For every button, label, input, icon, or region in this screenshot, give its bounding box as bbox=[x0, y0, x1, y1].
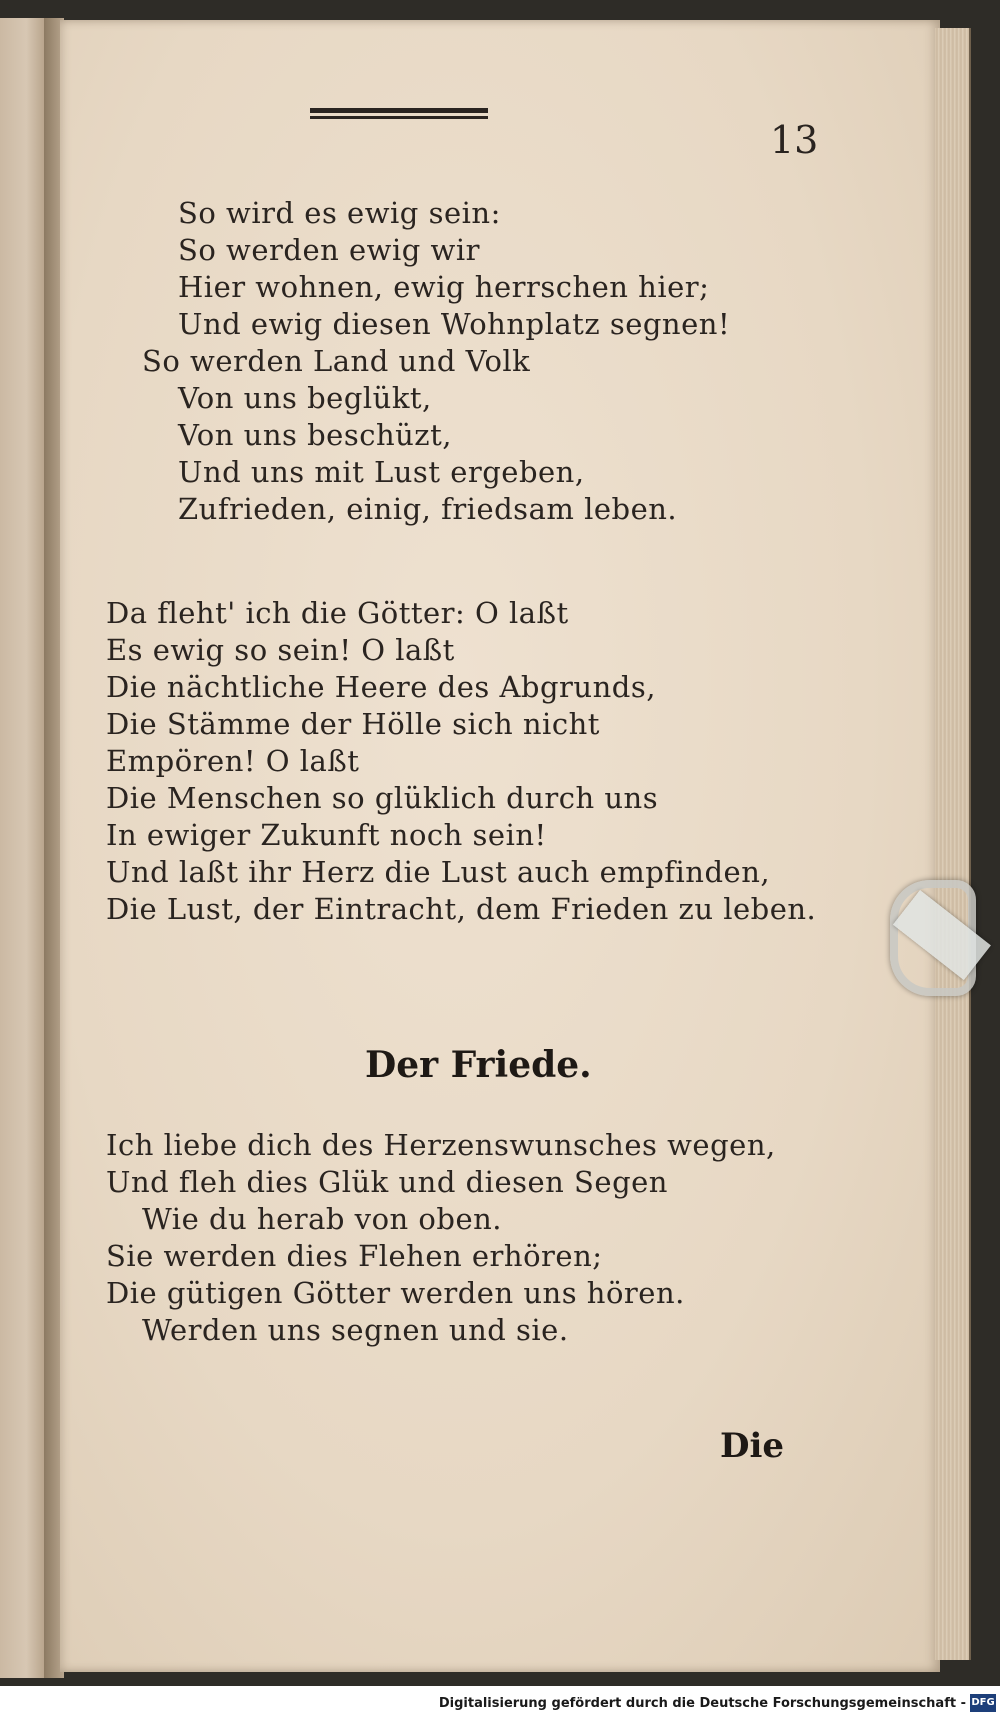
footer-bar bbox=[0, 1686, 1000, 1724]
verse-line: Von uns beschüzt, bbox=[178, 418, 452, 452]
verse-line: Von uns beglükt, bbox=[178, 381, 432, 415]
header-rule-thick bbox=[310, 108, 488, 113]
verse-line: Die Stämme der Hölle sich nicht bbox=[106, 707, 600, 741]
page-number: 13 bbox=[770, 118, 819, 162]
poem-title: Der Friede. bbox=[365, 1044, 592, 1086]
verse-line: Und ewig diesen Wohnplatz segnen! bbox=[178, 307, 731, 341]
verse-line: Da fleht' ich die Götter: O laßt bbox=[106, 596, 569, 630]
dfg-logo: DFG bbox=[970, 1694, 996, 1712]
verse-line: Die Menschen so glüklich durch uns bbox=[106, 781, 659, 815]
verse-line: Und fleh dies Glük und diesen Segen bbox=[106, 1165, 668, 1199]
paper-clip bbox=[890, 880, 1000, 1040]
page-edges bbox=[935, 28, 971, 1660]
verse-line: Wie du herab von oben. bbox=[142, 1202, 503, 1236]
funding-notice: Digitalisierung gefördert durch die Deutsche Forschungsgemeinschaft - bbox=[438, 1696, 966, 1711]
verse-line: So wird es ewig sein: bbox=[178, 196, 501, 230]
verse-line: Die nächtliche Heere des Abgrunds, bbox=[106, 670, 656, 704]
header-rule-thin bbox=[310, 116, 488, 119]
verse-line: Sie werden dies Flehen erhören; bbox=[106, 1239, 603, 1273]
verse-line: Es ewig so sein! O laßt bbox=[106, 633, 455, 667]
verse-line: Und uns mit Lust ergeben, bbox=[178, 455, 585, 489]
verse-line: Zufrieden, einig, friedsam leben. bbox=[178, 492, 678, 526]
verse-line: Die gütigen Götter werden uns hören. bbox=[106, 1276, 685, 1310]
verse-line: In ewiger Zukunft noch sein! bbox=[106, 818, 547, 852]
verse-line: Werden uns segnen und sie. bbox=[142, 1313, 569, 1347]
verse-line: Ich liebe dich des Herzenswunsches wegen, bbox=[106, 1128, 776, 1162]
verse-line: So werden ewig wir bbox=[178, 233, 481, 267]
verse-line: Hier wohnen, ewig herrschen hier; bbox=[178, 270, 710, 304]
catchword: Die bbox=[720, 1426, 785, 1466]
verse-line: Und laßt ihr Herz die Lust auch empfinden, bbox=[106, 855, 771, 889]
verse-line: Empören! O laßt bbox=[106, 744, 360, 778]
header-rule bbox=[310, 108, 488, 122]
left-page-edge bbox=[0, 18, 46, 1678]
verse-line: So werden Land und Volk bbox=[142, 344, 531, 378]
verse-line: Die Lust, der Eintracht, dem Frieden zu leben. bbox=[106, 892, 817, 926]
